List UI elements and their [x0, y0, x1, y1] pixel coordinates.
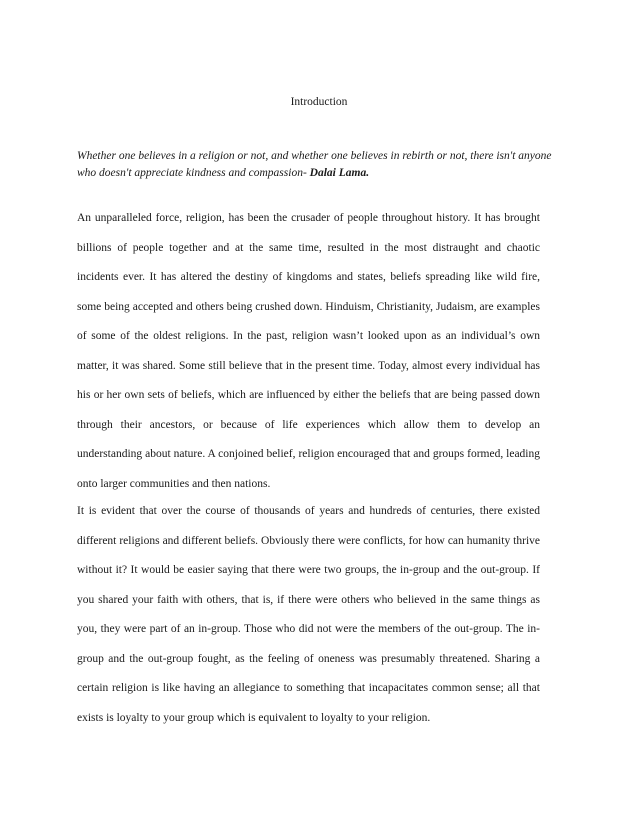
document-title: Introduction — [290, 96, 348, 108]
epigraph-author: Dalai Lama. — [309, 167, 370, 179]
epigraph-text: Whether one believes in a religion or not, and whether one believes in rebirth or not, there isn't anyone who doesn't appreciate kindness and compassion- — [77, 150, 552, 179]
body-paragraph-1: An unparalleled force, religion, has been the crusader of people throughout history. It has brought billions of people together and at the same time, resulted in the most distraught and chaotic incidents ever. It has altered the destiny of kingdoms and states, beliefs spreading like wild fire, some being accepted and others being crushed down. Hinduism, Christianity, Judaism, are examples of some of the oldest religions. In the past, religion wasn’t looked upon as an individual’s own matter, it was shared. Some still believe that in the present time. Today, almost every individual has his or her own sets of beliefs, which are influenced by either the beliefs that are being passed down through their ancestors, or because of life experiences which allow them to develop an understanding about nature. A conjoined belief, religion encouraged that and groups formed, leading onto larger communities and then nations. — [77, 212, 540, 490]
body-paragraph-2: It is evident that over the course of thousands of years and hundreds of centuries, there existed different religions and different beliefs. Obviously there were conflicts, for how can humanity thrive without it? It would be easier saying that there were two groups, the in-group and the out-group. If you shared your faith with others, that is, if there were others who believed in the same things as you, they were part of an in-group. Those who did not were the members of the out-group. The in-group and the out-group fought, as the feeling of oneness was presumably threatened. Sharing a certain religion is like having an allegiance to something that incapacitates common sense; all that exists is loyalty to your group which is equivalent to loyalty to your religion. — [77, 505, 540, 724]
epigraph — [77, 148, 567, 182]
